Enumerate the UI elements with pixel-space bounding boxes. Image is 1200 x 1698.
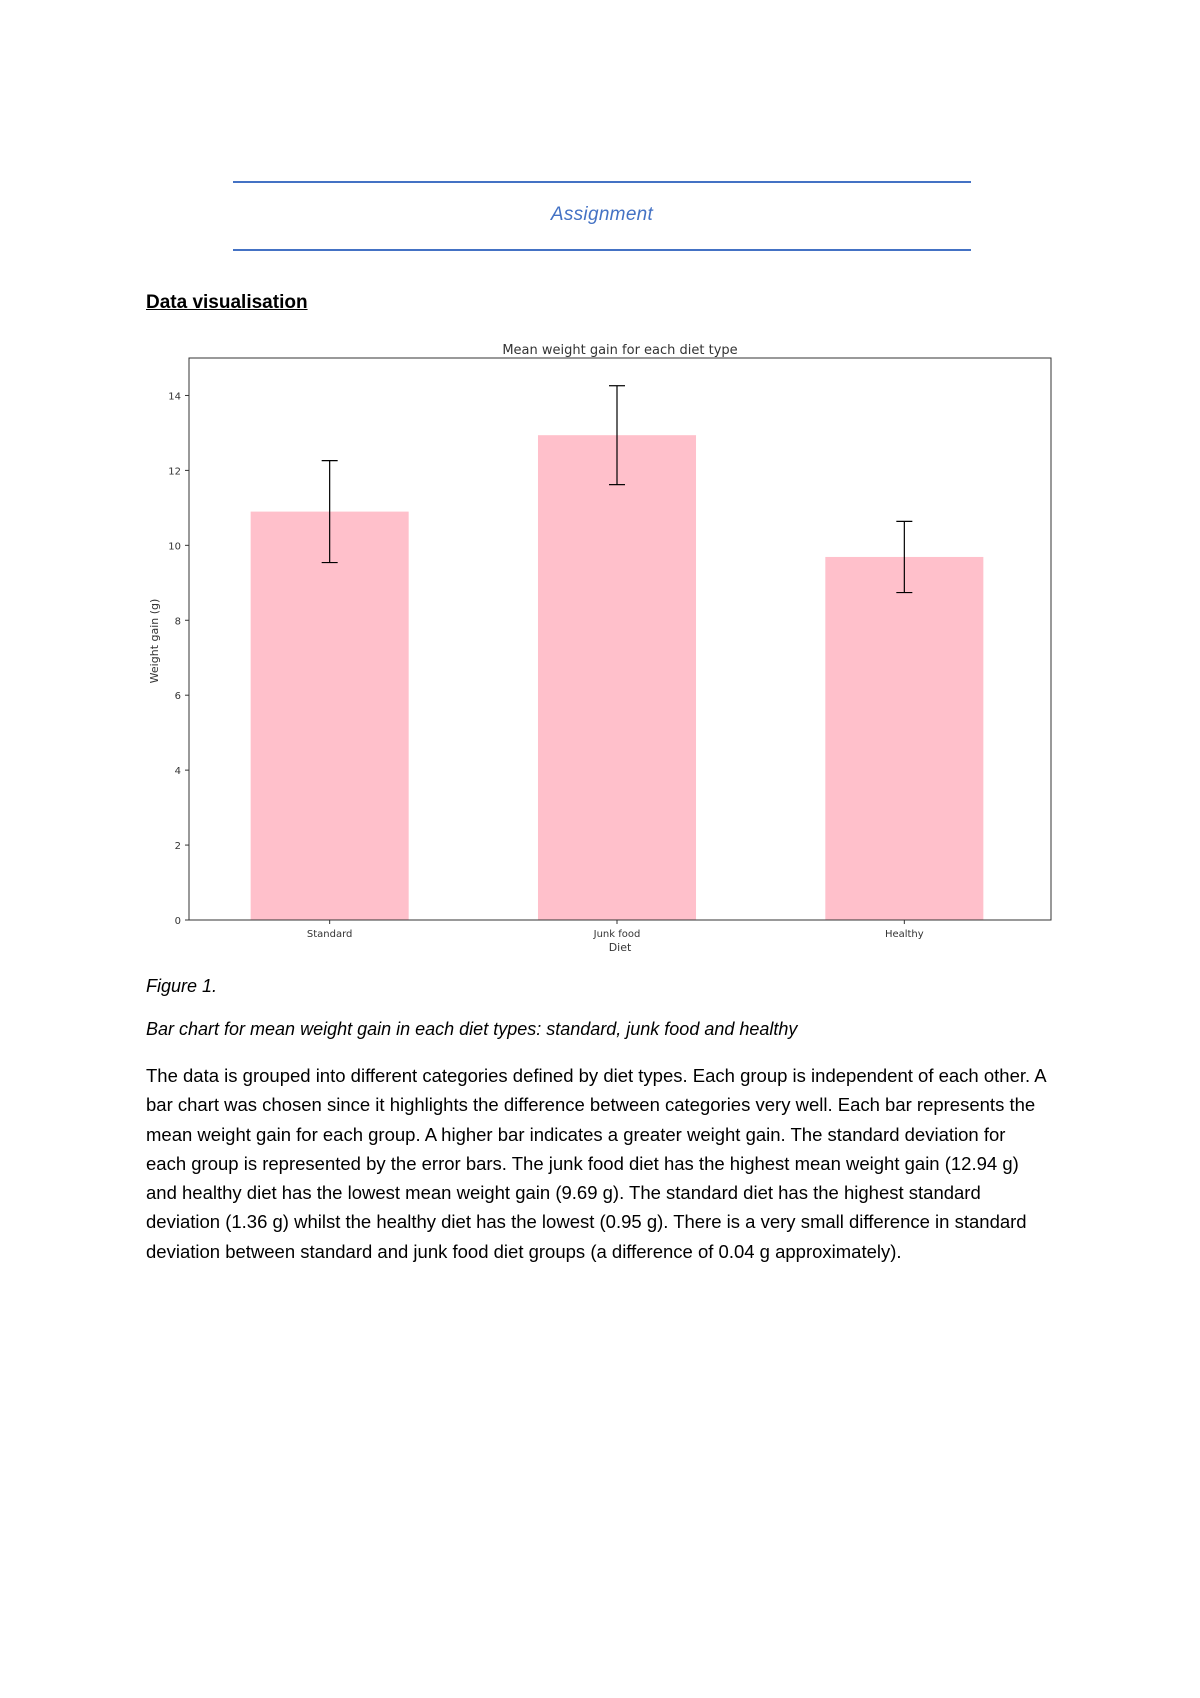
- x-tick-label: Junk food: [593, 929, 641, 940]
- page-header-title: Assignment: [550, 204, 654, 225]
- header-rule-top: [233, 181, 971, 183]
- y-tick-label: 12: [168, 466, 181, 478]
- bar: [825, 557, 983, 920]
- y-tick-label: 14: [168, 391, 181, 403]
- bar-chart: [140, 336, 1060, 956]
- y-tick-label: 10: [168, 541, 181, 553]
- bar: [538, 435, 696, 920]
- figure-caption: Bar chart for mean weight gain in each diet types: standard, junk food and healthy: [146, 1019, 798, 1039]
- y-tick-label: 4: [174, 766, 181, 778]
- section-title: Data visualisation: [146, 292, 308, 313]
- y-ticks: [168, 391, 189, 927]
- x-axis-label: Diet: [608, 941, 632, 954]
- x-ticks: [307, 920, 924, 940]
- header-rule-bottom: [233, 249, 971, 251]
- x-tick-label: Standard: [306, 929, 353, 940]
- bar: [251, 512, 409, 920]
- x-tick-label: Healthy: [884, 929, 924, 940]
- y-axis-label: Weight gain (g): [148, 598, 161, 684]
- figure-label: Figure 1.: [146, 976, 218, 996]
- y-tick-label: 2: [174, 841, 181, 853]
- body-paragraph: The data is grouped into different categories defined by diet types. Each group is independent of each other. A bar chart was chosen since it highlights the difference between categories very well. Each bar represents the mean weight gain for each group. A higher bar indicates a greater weight gain. The standard deviation for each group is represented by the error bars. The junk food diet has the highest mean weight gain (12.94 g) and healthy diet has the lowest mean weight gain (9.69 g). The standard diet has the highest standard deviation (1.36 g) whilst the healthy diet has the lowest (0.95 g). There is a very small difference in standard deviation between standard and junk food diet groups (a difference of 0.04 g approximately).: [146, 1065, 1046, 1262]
- bars: [251, 435, 984, 920]
- y-tick-label: 8: [174, 616, 181, 628]
- y-tick-label: 6: [174, 691, 181, 703]
- chart-title: Mean weight gain for each diet type: [502, 343, 738, 358]
- y-tick-label: 0: [174, 916, 181, 927]
